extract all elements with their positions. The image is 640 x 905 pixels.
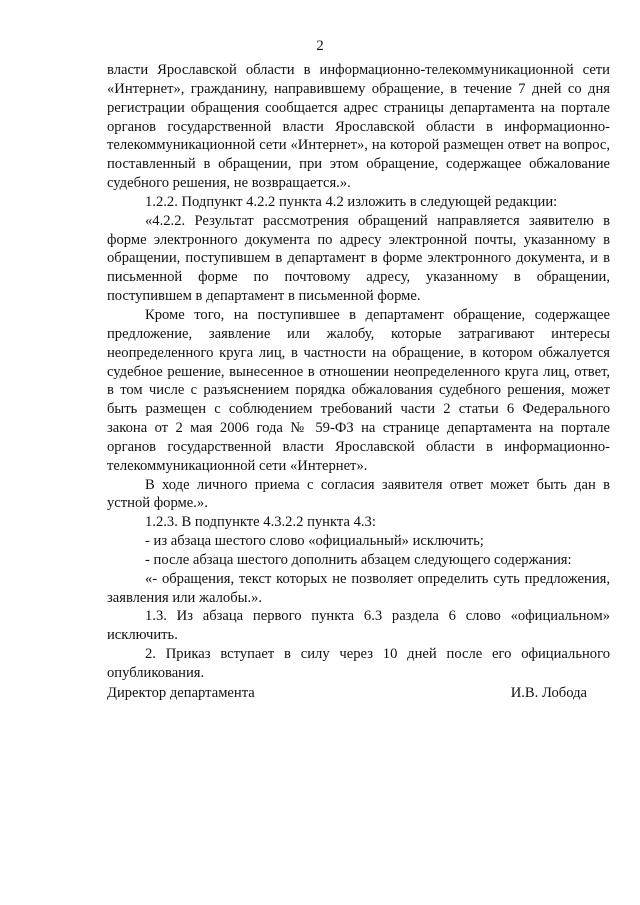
list-item-exclude-word: - из абзаца шестого слово «официальный» исключить;	[145, 533, 484, 550]
paragraph-1-2-2: 1.2.2. Подпункт 4.2.2 пункта 4.2 изложить в следующей редакции:	[145, 193, 558, 210]
page-number: 2	[316, 38, 324, 54]
paragraph-additional-response: Кроме того, на поступившее в департамент обращение, содержащее предложение, заявление или жалобу, которые затрагивают интересы неопределенного круга лиц, в частности на обращение, в котором обжалуется судебное решение, вынесенное в отношении неопределенного круга лиц, ответ, в том числе с разъяснением порядка обжалования судебного решения, может быть размещен с соблюдением требований части 2 статьи 6 Федерального закона от 2 мая 2006 года № 59-ФЗ на странице департамента на портале органов государственной власти Ярославской области в информационно-телекоммуникационной сети «Интернет».	[107, 306, 610, 474]
paragraph-2-effective-date: 2. Приказ вступает в силу через 10 дней после его официального опубликования.	[107, 646, 610, 681]
paragraph-personal-reception: В ходе личного приема с согласия заявителя ответ может быть дан в устной форме.».	[107, 476, 610, 512]
paragraph-new-abzac: «- обращения, текст которых не позволяет определить суть предложения, заявления или жалобы.».	[107, 570, 610, 606]
paragraph-1-3: 1.3. Из абзаца первого пункта 6.3 раздела 6 слово «официальном» исключить.	[107, 608, 610, 644]
list-item-add-paragraph: - после абзаца шестого дополнить абзацем следующего содержания:	[145, 551, 572, 568]
paragraph-continuation: власти Ярославской области в информационно-телекоммуникационной сети «Интернет», гражданину, направившему обращение, в течение 7 дней со дня регистрации обращения сообщается адрес страницы департамента на портале органов государственной власти Ярославской области в информационно-телекоммуникационной сети «Интернет», на которой размещен ответ на вопрос, поставленный в обращении, при этом обращение, содержащее обжалование судебного решения, не возвращается.».	[107, 62, 610, 192]
signatory-position: Директор департамента	[107, 685, 255, 701]
document-body	[107, 61, 610, 683]
signatory-name: И.В. Лобода	[510, 685, 587, 701]
paragraph-1-2-3: 1.2.3. В подпункте 4.3.2.2 пункта 4.3:	[145, 514, 376, 531]
paragraph-4-2-2-text: «4.2.2. Результат рассмотрения обращений направляется заявителю в форме электронного документа по адресу электронной почты, указанному в обращении, поступившем в департамент в форме электронного документа, и в письменной форме по почтовому адресу, указанному в обращении, поступившем в департамент в письменной форме.	[107, 212, 610, 305]
